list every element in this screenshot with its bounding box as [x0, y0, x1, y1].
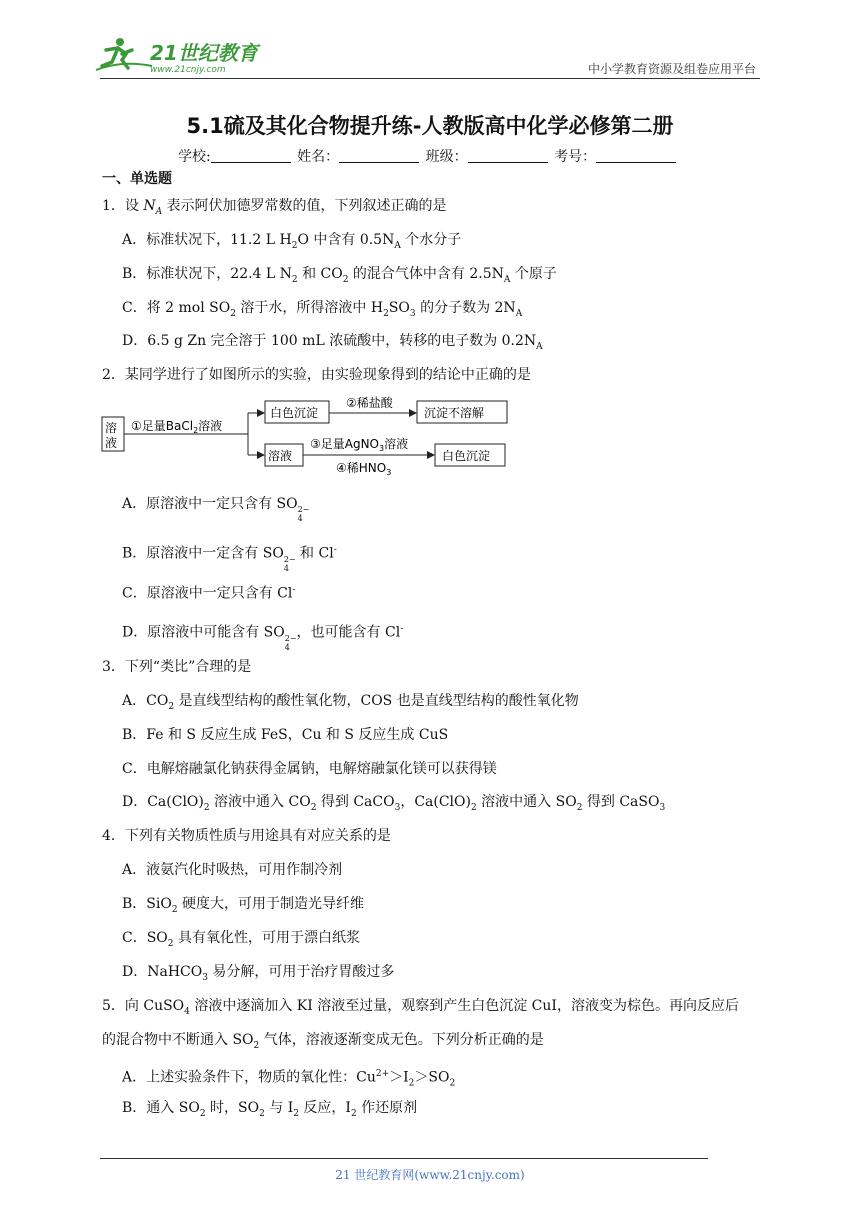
white-ppt2-label: 白色沉淀 — [442, 449, 491, 463]
experiment-flow-diagram — [100, 393, 520, 478]
q4-option-b: B．SiO$_2$ 硬度大，可用于制造光导纤维 — [122, 896, 365, 915]
q4-option-a: A．液氨汽化时吸热，可用作制冷剂 — [122, 862, 343, 878]
class-blank — [468, 148, 548, 163]
step4-label: ④稀$HNO_3$ — [336, 461, 392, 477]
exam-blank — [596, 148, 676, 163]
box-solution-bottom: 液 — [105, 436, 118, 450]
q1-option-c: C．将 2 mol $SO_2$ 溶于水，所得溶液中 $H_2SO_3$ 的分子数为 $2N_A$ — [122, 300, 523, 319]
white-ppt-label: 白色沉淀 — [270, 406, 319, 420]
exam-label: 考号： — [554, 149, 597, 165]
page-title: 5.1硫及其化合物提升练-人教版高中化学必修第二册 — [186, 114, 674, 138]
header-rule — [100, 78, 760, 79]
q2-option-d: D．原溶液中可能含有 SO 2− 4 ，也可能含有 Cl- — [122, 624, 404, 652]
footer-rule — [100, 1158, 708, 1159]
student-info — [178, 146, 678, 166]
header-platform: 中小学教育资源及组卷应用平台 — [587, 62, 756, 76]
step2-label: ②稀盐酸 — [346, 396, 393, 410]
name-label: 姓名： — [297, 149, 340, 165]
q2-option-b: B．原溶液中一定含有 SO 2− 4 和 Cl- — [122, 545, 337, 573]
q1-stem: 1．设 $N_A$ 表示阿伏加德罗常数的值，下列叙述正确的是 — [102, 198, 447, 217]
q1-option-d: D．6.5 g Zn 完全溶于 100 mL 浓硫酸中，转移的电子数为 $0.2N_A$ — [122, 333, 543, 352]
q4-option-d: D．NaHCO$_3$ 易分解，可用于治疗胃酸过多 — [122, 964, 395, 983]
q3-option-d: D．$Ca(ClO)_2$ 溶液中通入 $CO_2$ 得到 CaCO$_3$，$Ca(ClO)_2$ 溶液中通入 $SO_2$ 得到 CaSO$_3$ — [122, 794, 666, 813]
class-label: 班级： — [425, 149, 468, 165]
step3-label: ③足量AgNO$_3$溶液 — [310, 437, 409, 453]
q2-option-c: C．原溶液中一定只含有 Cl- — [122, 585, 296, 602]
runner-icon — [96, 38, 152, 70]
q3-option-a: A．$CO_2$ 是直线型结构的酸性氧化物，COS 也是直线型结构的酸性氧化物 — [122, 693, 579, 712]
q2-stem: 2．某同学进行了如图所示的实验，由实验现象得到的结论中正确的是 — [102, 367, 531, 383]
q3-option-b: B．Fe 和 S 反应生成 FeS，Cu 和 S 反应生成 CuS — [122, 727, 449, 743]
q1-option-a: A．标准状况下，11.2 L $H_2O$ 中含有 $0.5N_A$ 个水分子 — [122, 232, 462, 251]
name-blank — [339, 148, 419, 163]
section-heading: 一、单选题 — [102, 171, 172, 187]
q3-option-c: C．电解熔融氯化钠获得金属钠，电解熔融氯化镁可以获得镁 — [122, 761, 497, 777]
box-solution-top: 溶 — [105, 421, 118, 435]
step1-label: ①足量BaCl$_2$溶液 — [131, 419, 223, 435]
footer-link[interactable]: 21 世纪教育网(www.21cnjy.com) — [335, 1168, 525, 1182]
logo-url: www.21cnjy.com — [150, 65, 226, 75]
school-label: 学校: — [178, 149, 211, 165]
logo-text: 21世纪教育 — [150, 41, 258, 65]
q3-stem: 3．下列“类比”合理的是 — [102, 659, 252, 675]
school-blank — [211, 148, 291, 163]
q4-option-c: C．$SO_2$ 具有氧化性，可用于漂白纸浆 — [122, 930, 360, 949]
solution-label: 溶液 — [268, 449, 293, 463]
q5-option-a: A．上述实验条件下，物质的氧化性：$Cu^{2+}>I_2>SO_2$ — [122, 1069, 456, 1089]
q5-stem-line1: 5．向 CuSO$_4$ 溶液中逐滴加入 KI 溶液至过量，观察到产生白色沉淀 CuI，溶液变为棕色。再向反应后 — [102, 998, 739, 1017]
q2-option-a: A．原溶液中一定只含有 SO 2− 4 — [122, 496, 310, 523]
ppt-insoluble-label: 沉淀不溶解 — [424, 406, 485, 420]
q1-option-b: B．标准状况下，22.4 L $N_2$ 和 $CO_2$ 的混合气体中含有 $2.5N_A$ 个原子 — [122, 266, 557, 285]
q4-stem: 4．下列有关物质性质与用途具有对应关系的是 — [102, 828, 391, 844]
q5-stem-line2: 的混合物中不断通入 $SO_2$ 气体，溶液逐渐变成无色。下列分析正确的是 — [102, 1032, 544, 1051]
q5-option-b: B．通入 $SO_2$ 时，$SO_2$ 与 $I_2$ 反应，$I_2$ 作还原剂 — [122, 1100, 418, 1119]
site-logo — [92, 36, 262, 76]
